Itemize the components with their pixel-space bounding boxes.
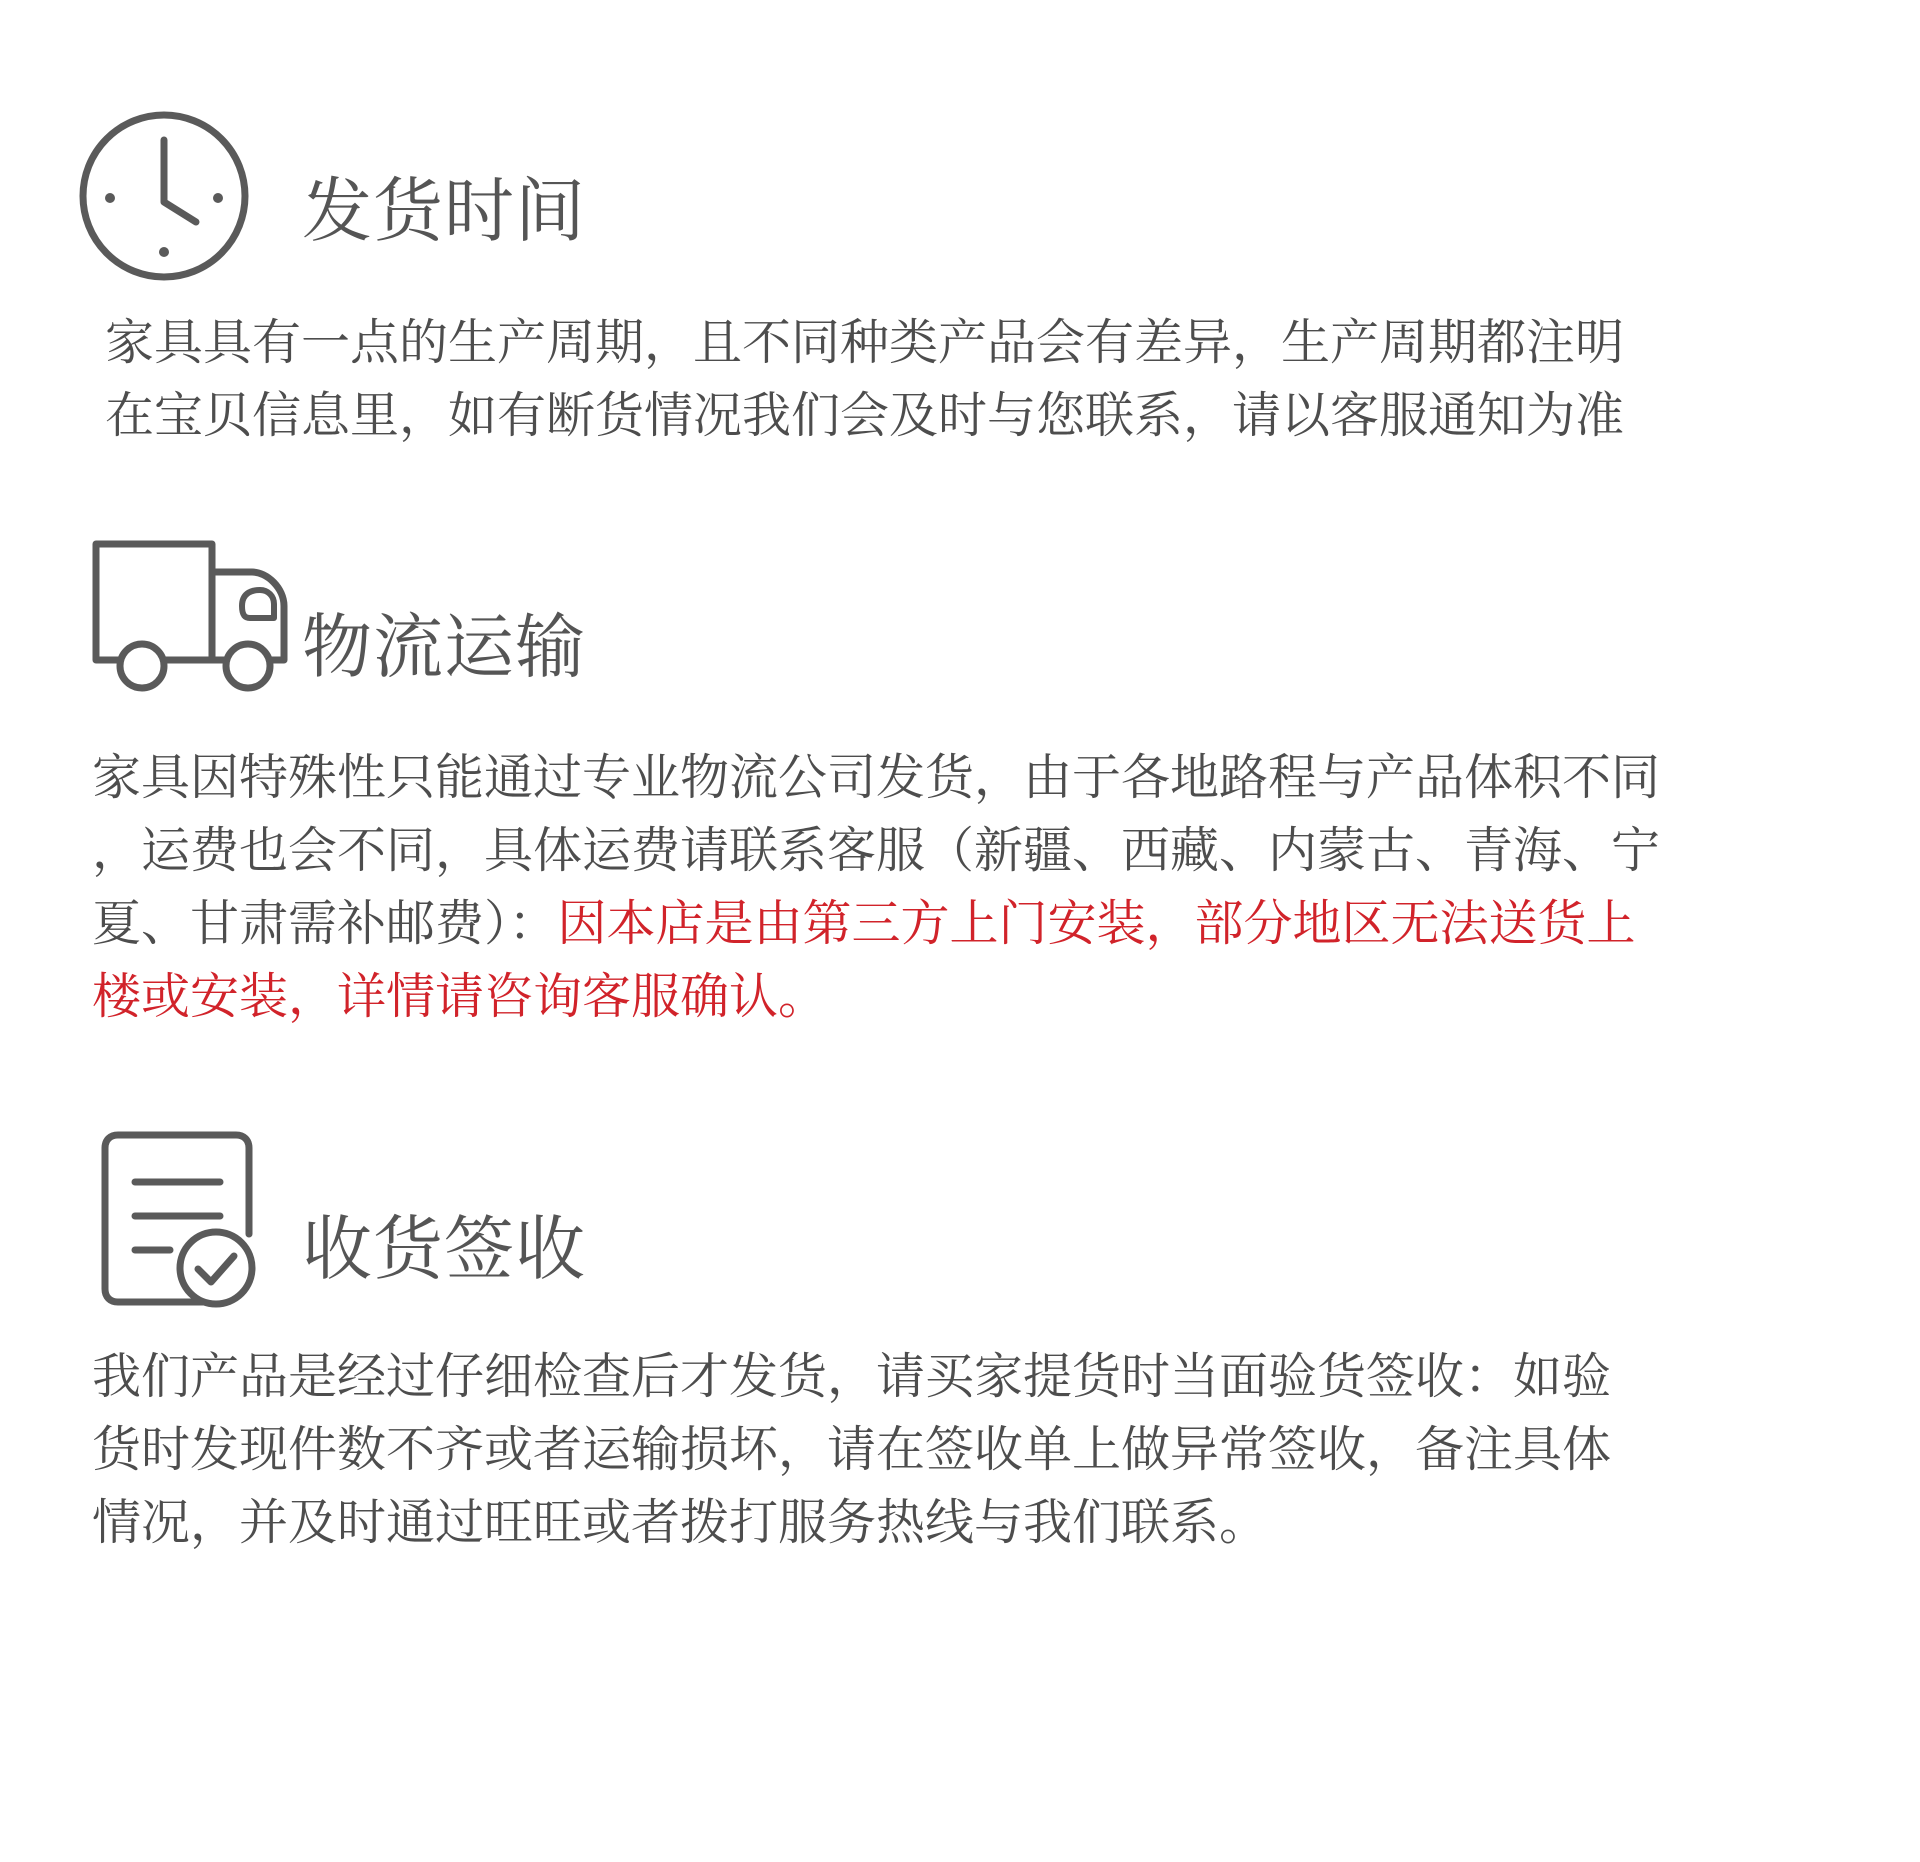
- text-line: 在宝贝信息里，如有断货情况我们会及时与您联系，请以客服通知为准: [105, 387, 1625, 444]
- section-heading-logistics: 物流运输: [302, 606, 586, 688]
- text-line-mixed: [92, 887, 1660, 960]
- text-line: 我们产品是经过仔细检查后才发货，请买家提货时当面验货签收：如验: [92, 1348, 1612, 1405]
- truck-icon: [92, 538, 290, 694]
- text-line: 家具因特殊性只能通过专业物流公司发货，由于各地路程与产品体积不同: [92, 749, 1661, 806]
- section-text-logistics: [92, 741, 1660, 1033]
- document-check-icon: [100, 1130, 260, 1310]
- text-line: 家具具有一点的生产周期，且不同种类产品会有差异，生产周期都注明: [105, 314, 1625, 371]
- section-text-shipping-time: [105, 306, 1624, 452]
- section-text-receipt: [92, 1340, 1611, 1559]
- clock-icon: [78, 110, 250, 282]
- section-heading-receipt: 收货签收: [302, 1208, 586, 1290]
- text-line: 货时发现件数不齐或者运输损坏，请在签收单上做异常签收，备注具体: [92, 1421, 1612, 1478]
- section-heading-shipping-time: 发货时间: [302, 170, 586, 252]
- text-normal: 夏、甘肃需补邮费）：: [92, 895, 558, 952]
- text-line: 情况，并及时通过旺旺或者拨打服务热线与我们联系。: [92, 1494, 1269, 1551]
- text-highlight: 因本店是由第三方上门安装，部分地区无法送货上: [557, 895, 1636, 952]
- text-line-highlight: 楼或安装，详情请咨询客服确认。: [92, 968, 828, 1025]
- text-line: ，运费也会不同，具体运费请联系客服（新疆、西藏、内蒙古、青海、宁: [92, 822, 1661, 879]
